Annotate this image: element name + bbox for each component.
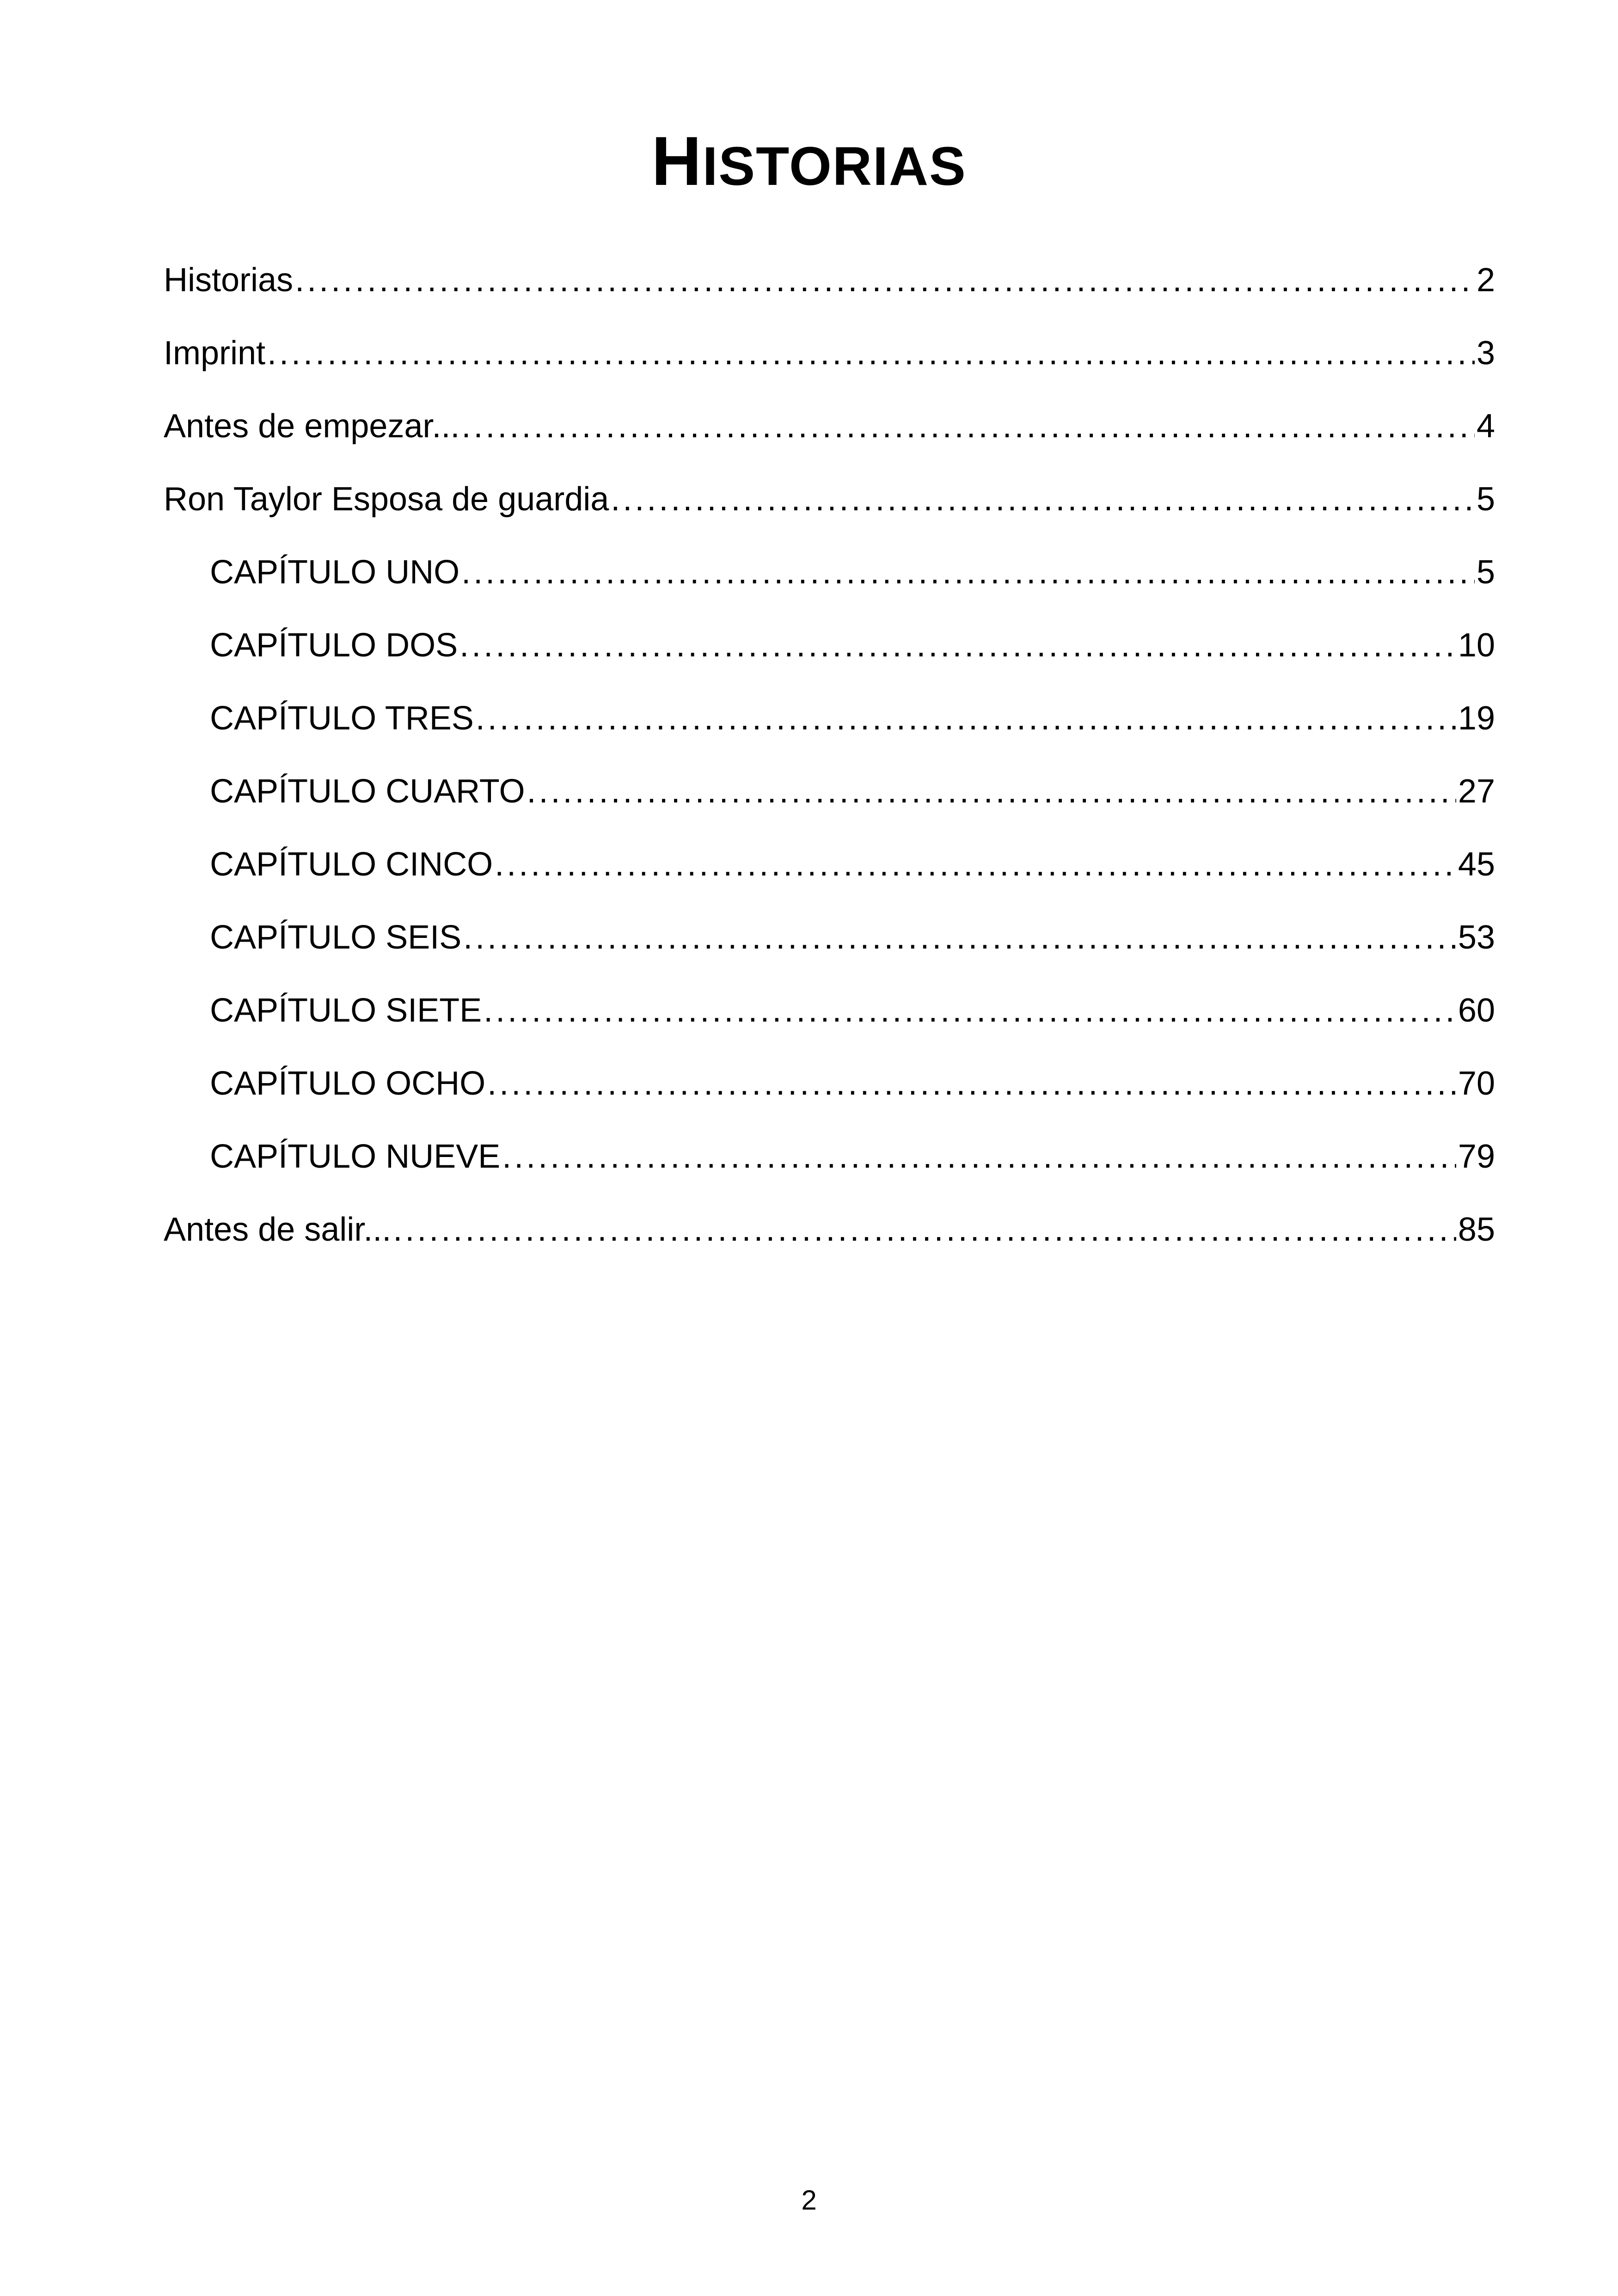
toc-entry-label: Antes de salir... [164, 1211, 392, 1248]
toc-entry[interactable] [164, 828, 1495, 901]
toc-entry[interactable] [164, 901, 1495, 974]
toc-entry-label: CAPÍTULO SEIS [210, 919, 462, 956]
toc-entry[interactable] [164, 317, 1495, 390]
toc-dot-leader [527, 755, 1456, 828]
toc-dot-leader [267, 317, 1475, 390]
toc-entry-page: 5 [1476, 481, 1495, 518]
toc-entry[interactable] [164, 1120, 1495, 1193]
toc-entry[interactable] [164, 1047, 1495, 1120]
page-number: 2 [801, 2185, 817, 2216]
toc-entry[interactable] [164, 244, 1495, 317]
toc-dot-leader [463, 901, 1456, 974]
toc-entry-label: Imprint [164, 335, 266, 372]
toc-entry[interactable] [164, 463, 1495, 536]
toc-entry-page: 70 [1458, 1065, 1495, 1102]
toc-dot-leader [393, 1193, 1456, 1266]
toc-entry-page: 45 [1458, 846, 1495, 883]
toc-dot-leader [476, 682, 1456, 755]
toc-entry-page: 3 [1476, 335, 1495, 372]
toc-entry-page: 5 [1476, 554, 1495, 591]
title-initial: H [651, 122, 703, 200]
toc-dot-leader [502, 1120, 1456, 1193]
toc-entry-label: CAPÍTULO OCHO [210, 1065, 486, 1102]
toc-entry-page: 53 [1458, 919, 1495, 956]
toc-entry-page: 19 [1458, 700, 1495, 737]
toc-entry-label: CAPÍTULO NUEVE [210, 1138, 501, 1175]
toc-entry[interactable] [164, 390, 1495, 463]
toc-dot-leader [495, 828, 1456, 901]
title-rest: ISTORIAS [702, 136, 967, 197]
page-title [0, 119, 1618, 208]
toc-entry-label: CAPÍTULO SIETE [210, 992, 482, 1029]
toc-entry-page: 85 [1458, 1211, 1495, 1248]
toc-dot-leader [487, 1047, 1456, 1120]
toc-entry-label: Historias [164, 262, 294, 299]
toc-entry-label: CAPÍTULO TRES [210, 700, 474, 737]
toc-entry-page: 10 [1458, 627, 1495, 664]
toc-entry-label: CAPÍTULO CUARTO [210, 773, 525, 810]
toc-entry-label: Ron Taylor Esposa de guardia [164, 481, 609, 518]
toc-entry[interactable] [164, 682, 1495, 755]
toc-dot-leader [484, 974, 1456, 1047]
toc-entry-label: Antes de empezar... [164, 408, 460, 445]
toc-dot-leader [295, 244, 1475, 317]
toc-entry[interactable] [164, 974, 1495, 1047]
toc-dot-leader [611, 463, 1475, 536]
toc-entry-page: 60 [1458, 992, 1495, 1029]
toc-entry[interactable] [164, 536, 1495, 609]
toc-entry-label: CAPÍTULO DOS [210, 627, 458, 664]
table-of-contents [164, 244, 1495, 1266]
toc-entry[interactable] [164, 755, 1495, 828]
toc-entry[interactable] [164, 1193, 1495, 1266]
toc-dot-leader [461, 536, 1475, 609]
toc-entry-label: CAPÍTULO UNO [210, 554, 460, 591]
toc-entry-label: CAPÍTULO CINCO [210, 846, 493, 883]
toc-dot-leader [460, 609, 1456, 682]
toc-dot-leader [461, 390, 1475, 463]
toc-entry-page: 79 [1458, 1138, 1495, 1175]
toc-entry-page: 27 [1458, 773, 1495, 810]
toc-entry-page: 4 [1476, 408, 1495, 445]
toc-entry[interactable] [164, 609, 1495, 682]
toc-entry-page: 2 [1476, 262, 1495, 299]
